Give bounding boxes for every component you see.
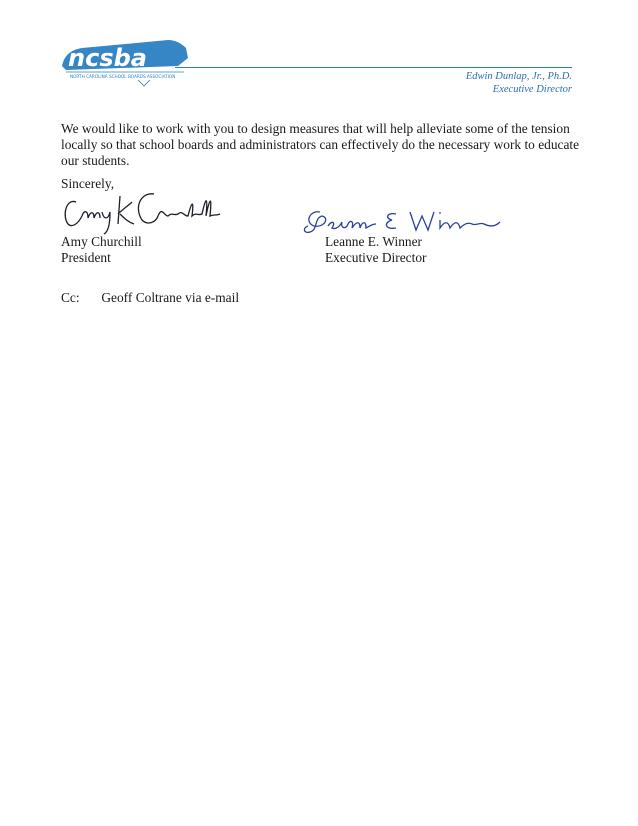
signature-leanne-winner xyxy=(300,204,505,238)
cc-label: Cc: xyxy=(61,290,80,305)
cc-recipient[interactable]: Geoff Coltrane via e-mail xyxy=(101,290,240,305)
closing: Sincerely, xyxy=(61,176,115,191)
signer-title: Executive Director xyxy=(325,250,427,265)
signer-block-executive-director xyxy=(325,234,427,266)
signer-name: Leanne E. Winner xyxy=(325,234,422,249)
letterhead-exec-name: Edwin Dunlap, Jr., Ph.D. xyxy=(465,71,572,82)
signature-amy-churchill xyxy=(58,186,228,236)
letterhead-executive-block xyxy=(466,70,572,96)
signer-title: President xyxy=(61,250,111,265)
logo-org-name: NORTH CAROLINA SCHOOL BOARDS ASSOCIATION xyxy=(70,74,176,79)
signer-block-president xyxy=(61,234,142,266)
ncsba-logo xyxy=(60,36,190,88)
body-paragraph: We would like to work with you to design measures that will help alleviate some of the tension locally so that school boards and administrators can effectively do the necessary work to educate our students. xyxy=(61,121,580,169)
signer-name: Amy Churchill xyxy=(61,234,142,249)
letterhead-rule xyxy=(175,67,572,68)
letterhead-exec-title: Executive Director xyxy=(492,84,572,95)
logo-lettering: ncsba xyxy=(68,44,147,72)
cc-line xyxy=(61,290,239,306)
